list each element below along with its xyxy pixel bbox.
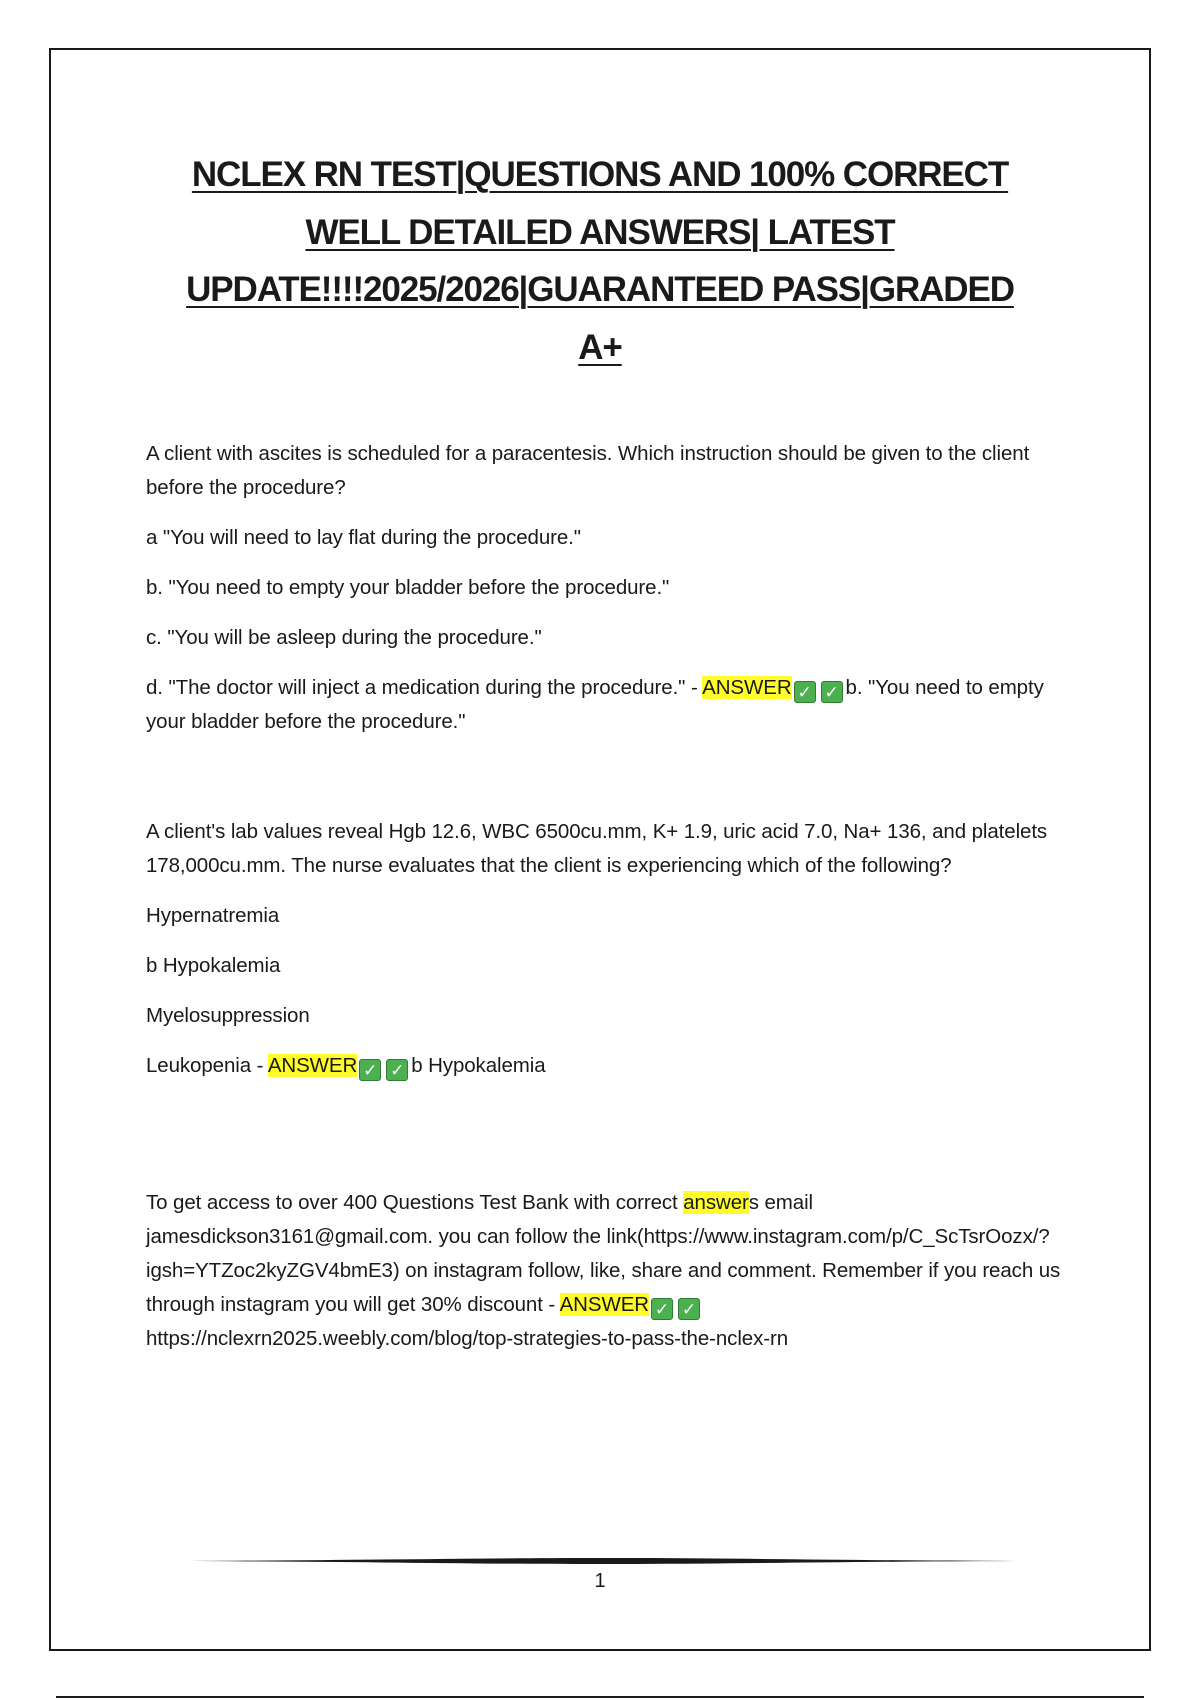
title-line-1: NCLEX RN TEST|QUESTIONS AND 100% CORRECT	[191, 155, 1009, 194]
option-2: b Hypokalemia	[146, 954, 281, 977]
next-page-edge	[56, 1696, 1144, 1698]
promo-text-body: s email jamesdickson3161@gmail.com. you can follow the link(https://www.instagram.com/p/C_ScTsrOozx/?igsh=YTZoc2kyZGV4bmE3) on instagram follow, like, share and comment. Remember if you reach us through instagram you will get 30% discount -	[146, 1191, 1061, 1316]
option-3: Myelosuppression	[146, 1004, 310, 1027]
option-1: Hypernatremia	[146, 904, 280, 927]
option-a: a "You will need to lay flat during the procedure."	[146, 526, 581, 549]
promo-highlight: answer	[683, 1191, 749, 1214]
answer-text: b Hypokalemia	[411, 1054, 546, 1077]
title-line-2: WELL DETAILED ANSWERS| LATEST	[305, 212, 895, 252]
title-line-4: A+	[578, 327, 622, 367]
check-icon: ✓	[678, 1298, 700, 1320]
page-number: 1	[594, 1570, 606, 1592]
answer-label: ANSWER	[559, 1293, 649, 1316]
promo-paragraph	[146, 1186, 1066, 1356]
option-b: b. "You need to empty your bladder before the procedure."	[146, 576, 670, 599]
question-1	[146, 437, 1066, 739]
promo-text-start: To get access to over 400 Questions Test Bank with correct	[146, 1191, 684, 1214]
option-d: d. "The doctor will inject a medication during the procedure." -	[146, 676, 703, 699]
check-icon: ✓	[821, 681, 843, 703]
option-4: Leukopenia -	[146, 1054, 268, 1077]
question-2	[146, 815, 1066, 1083]
answer-text: b. "You need to empty your bladder before the procedure."	[146, 676, 1044, 733]
check-icon: ✓	[386, 1059, 408, 1081]
answer-label: ANSWER	[267, 1054, 358, 1077]
answer-label: ANSWER	[702, 676, 792, 699]
question-stem: A client with ascites is scheduled for a paracentesis. Which instruction should be given to the client before the procedure?	[146, 442, 1030, 499]
check-icon: ✓	[359, 1059, 381, 1081]
promo-link[interactable]: https://nclexrn2025.weebly.com/blog/top-strategies-to-pass-the-nclex-rn	[146, 1327, 788, 1350]
option-4-with-answer	[146, 1049, 1066, 1083]
check-icon: ✓	[651, 1298, 673, 1320]
footer-divider	[166, 1558, 1034, 1564]
question-stem: A client's lab values reveal Hgb 12.6, WBC 6500cu.mm, K+ 1.9, uric acid 7.0, Na+ 136, and platelets 178,000cu.mm. The nurse evaluates that the client is experiencing which of the following?	[146, 820, 1048, 877]
title-line-3: UPDATE!!!!2025/2026|GUARANTEED PASS|GRADED	[186, 270, 1014, 309]
check-icon: ✓	[794, 681, 816, 703]
document-title	[120, 146, 1080, 376]
option-d-with-answer	[146, 671, 1066, 739]
option-c: c. "You will be asleep during the procedure."	[146, 626, 542, 649]
promo-block	[146, 1186, 1066, 1356]
